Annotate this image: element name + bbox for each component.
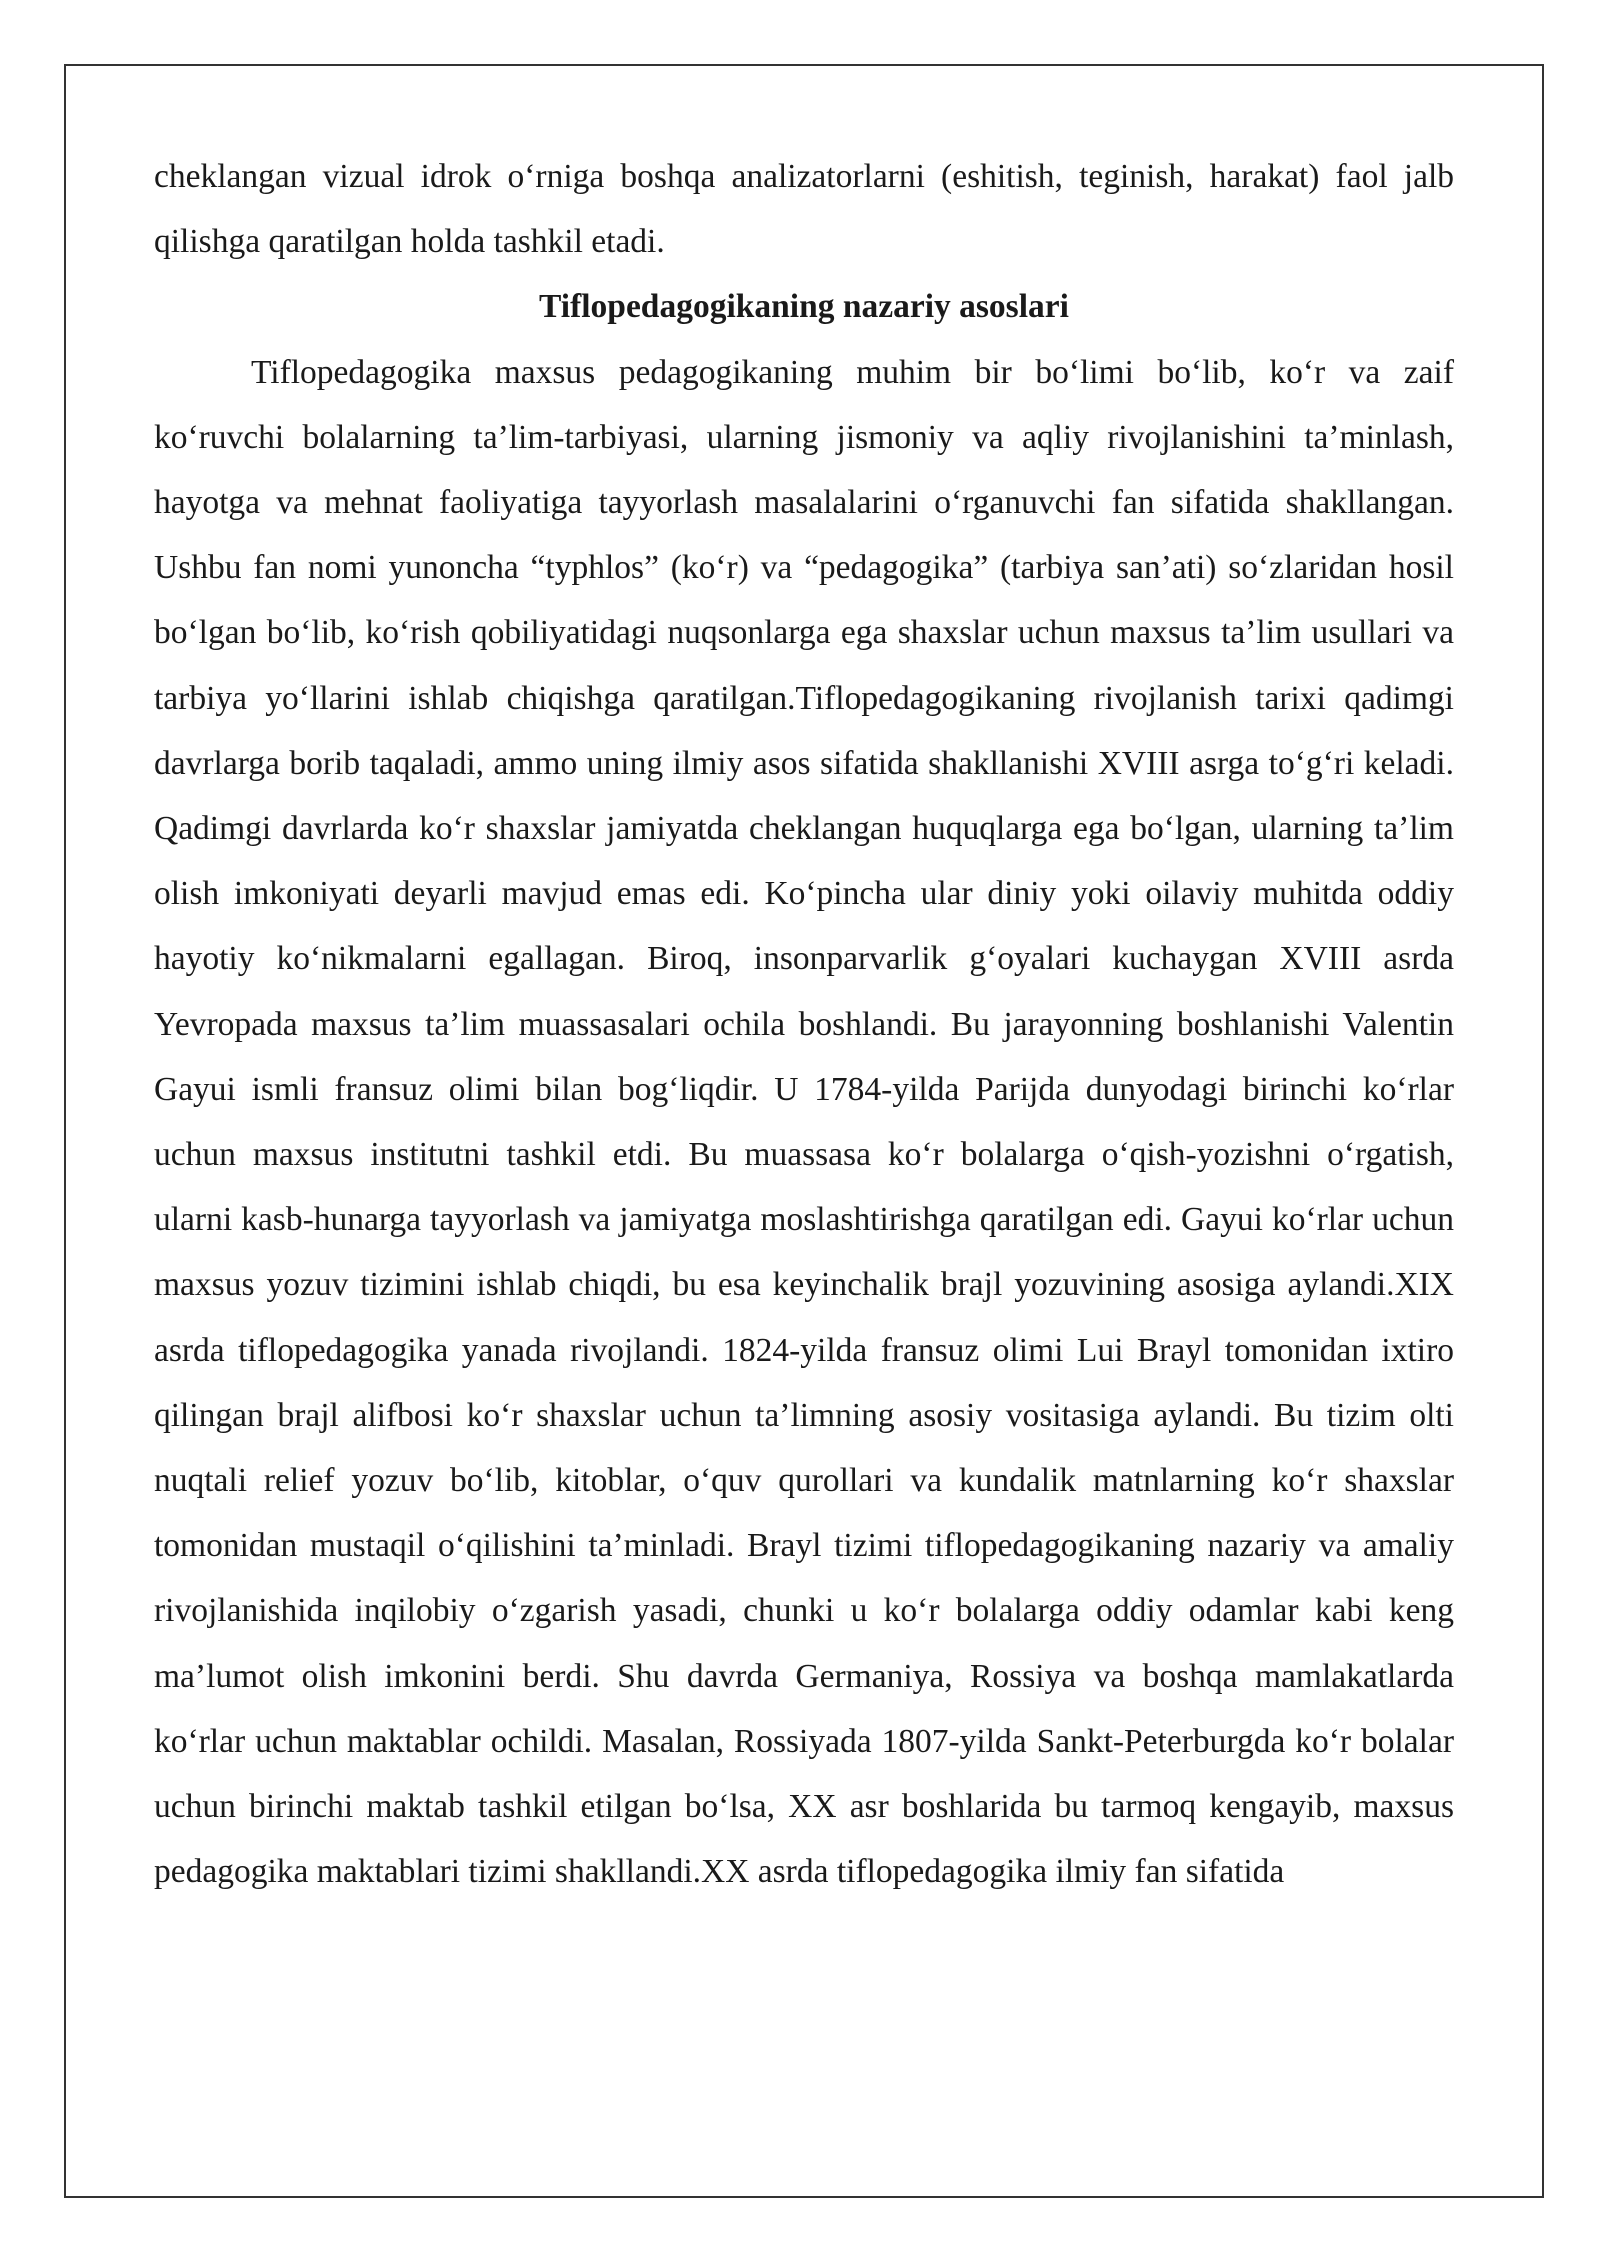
document-body: [154, 144, 1454, 1904]
body-paragraph: Tiflopedagogika maxsus pedagogikaning muhim bir bo‘limi bo‘lib, ko‘r va zaif ko‘ruvchi bolalarning ta’lim-tarbiyasi, ularning jismoniy va aqliy rivojlanishini ta’minlash, hayotga va mehnat faoliyatiga tayyorlash masalalarini o‘rganuvchi fan sifatida shakllangan. Ushbu fan nomi yunoncha “typhlos” (ko‘r) va “pedagogika” (tarbiya san’ati) so‘zlaridan hosil bo‘lgan bo‘lib, ko‘rish qobiliyatidagi nuqsonlarga ega shaxslar uchun maxsus ta’lim usullari va tarbiya yo‘llarini ishlab chiqishga qaratilgan.Tiflopedagogikaning rivojlanish tarixi qadimgi davrlarga borib taqaladi, ammo uning ilmiy asos sifatida shakllanishi XVIII asrga to‘g‘ri keladi. Qadimgi davrlarda ko‘r shaxslar jamiyatda cheklangan huquqlarga ega bo‘lgan, ularning ta’lim olish imkoniyati deyarli mavjud emas edi. Ko‘pincha ular diniy yoki oilaviy muhitda oddiy hayotiy ko‘nikmalarni egallagan. Biroq, insonparvarlik g‘oyalari kuchaygan XVIII asrda Yevropada maxsus ta’lim muassasalari ochila boshlandi. Bu jarayonning boshlanishi Valentin Gayui ismli fransuz olimi bilan bog‘liqdir. U 1784-yilda Parijda dunyodagi birinchi ko‘rlar uchun maxsus institutni tashkil etdi. Bu muassasa ko‘r bolalarga o‘qish-yozishni o‘rgatish, ularni kasb-hunarga tayyorlash va jamiyatga moslashtirishga qaratilgan edi. Gayui ko‘rlar uchun maxsus yozuv tizimini ishlab chiqdi, bu esa keyinchalik brajl yozuvining asosiga aylandi.XIX asrda tiflopedagogika yanada rivojlandi. 1824-yilda fransuz olimi Lui Brayl tomonidan ixtiro qilingan brajl alifbosi ko‘r shaxslar uchun ta’limning asosiy vositasiga aylandi. Bu tizim olti nuqtali relief yozuv bo‘lib, kitoblar, o‘quv qurollari va kundalik matnlarning ko‘r shaxslar tomonidan mustaqil o‘qilishini ta’minladi. Brayl tizimi tiflopedagogikaning nazariy va amaliy rivojlanishida inqilobiy o‘zgarish yasadi, chunki u ko‘r bolalarga oddiy odamlar kabi keng ma’lumot olish imkonini berdi. Shu davrda Germaniya, Rossiya va boshqa mamlakatlarda ko‘rlar uchun maktablar ochildi. Masalan, Rossiyada 1807-yilda Sankt-Peterburgda ko‘r bolalar uchun birinchi maktab tashkil etilgan bo‘lsa, XX asr boshlarida bu tarmoq kengayib, maxsus pedagogika maktablari tizimi shakllandi.XX asrda tiflopedagogika ilmiy fan sifatida: [154, 353, 1454, 1891]
intro-paragraph: cheklangan vizual idrok o‘rniga boshqa analizatorlarni (eshitish, teginish, harakat) faol jalb qilishga qaratilgan holda tashkil etadi.: [154, 158, 1454, 261]
section-heading: Tiflopedagogikaning nazariy asoslari: [539, 288, 1069, 326]
